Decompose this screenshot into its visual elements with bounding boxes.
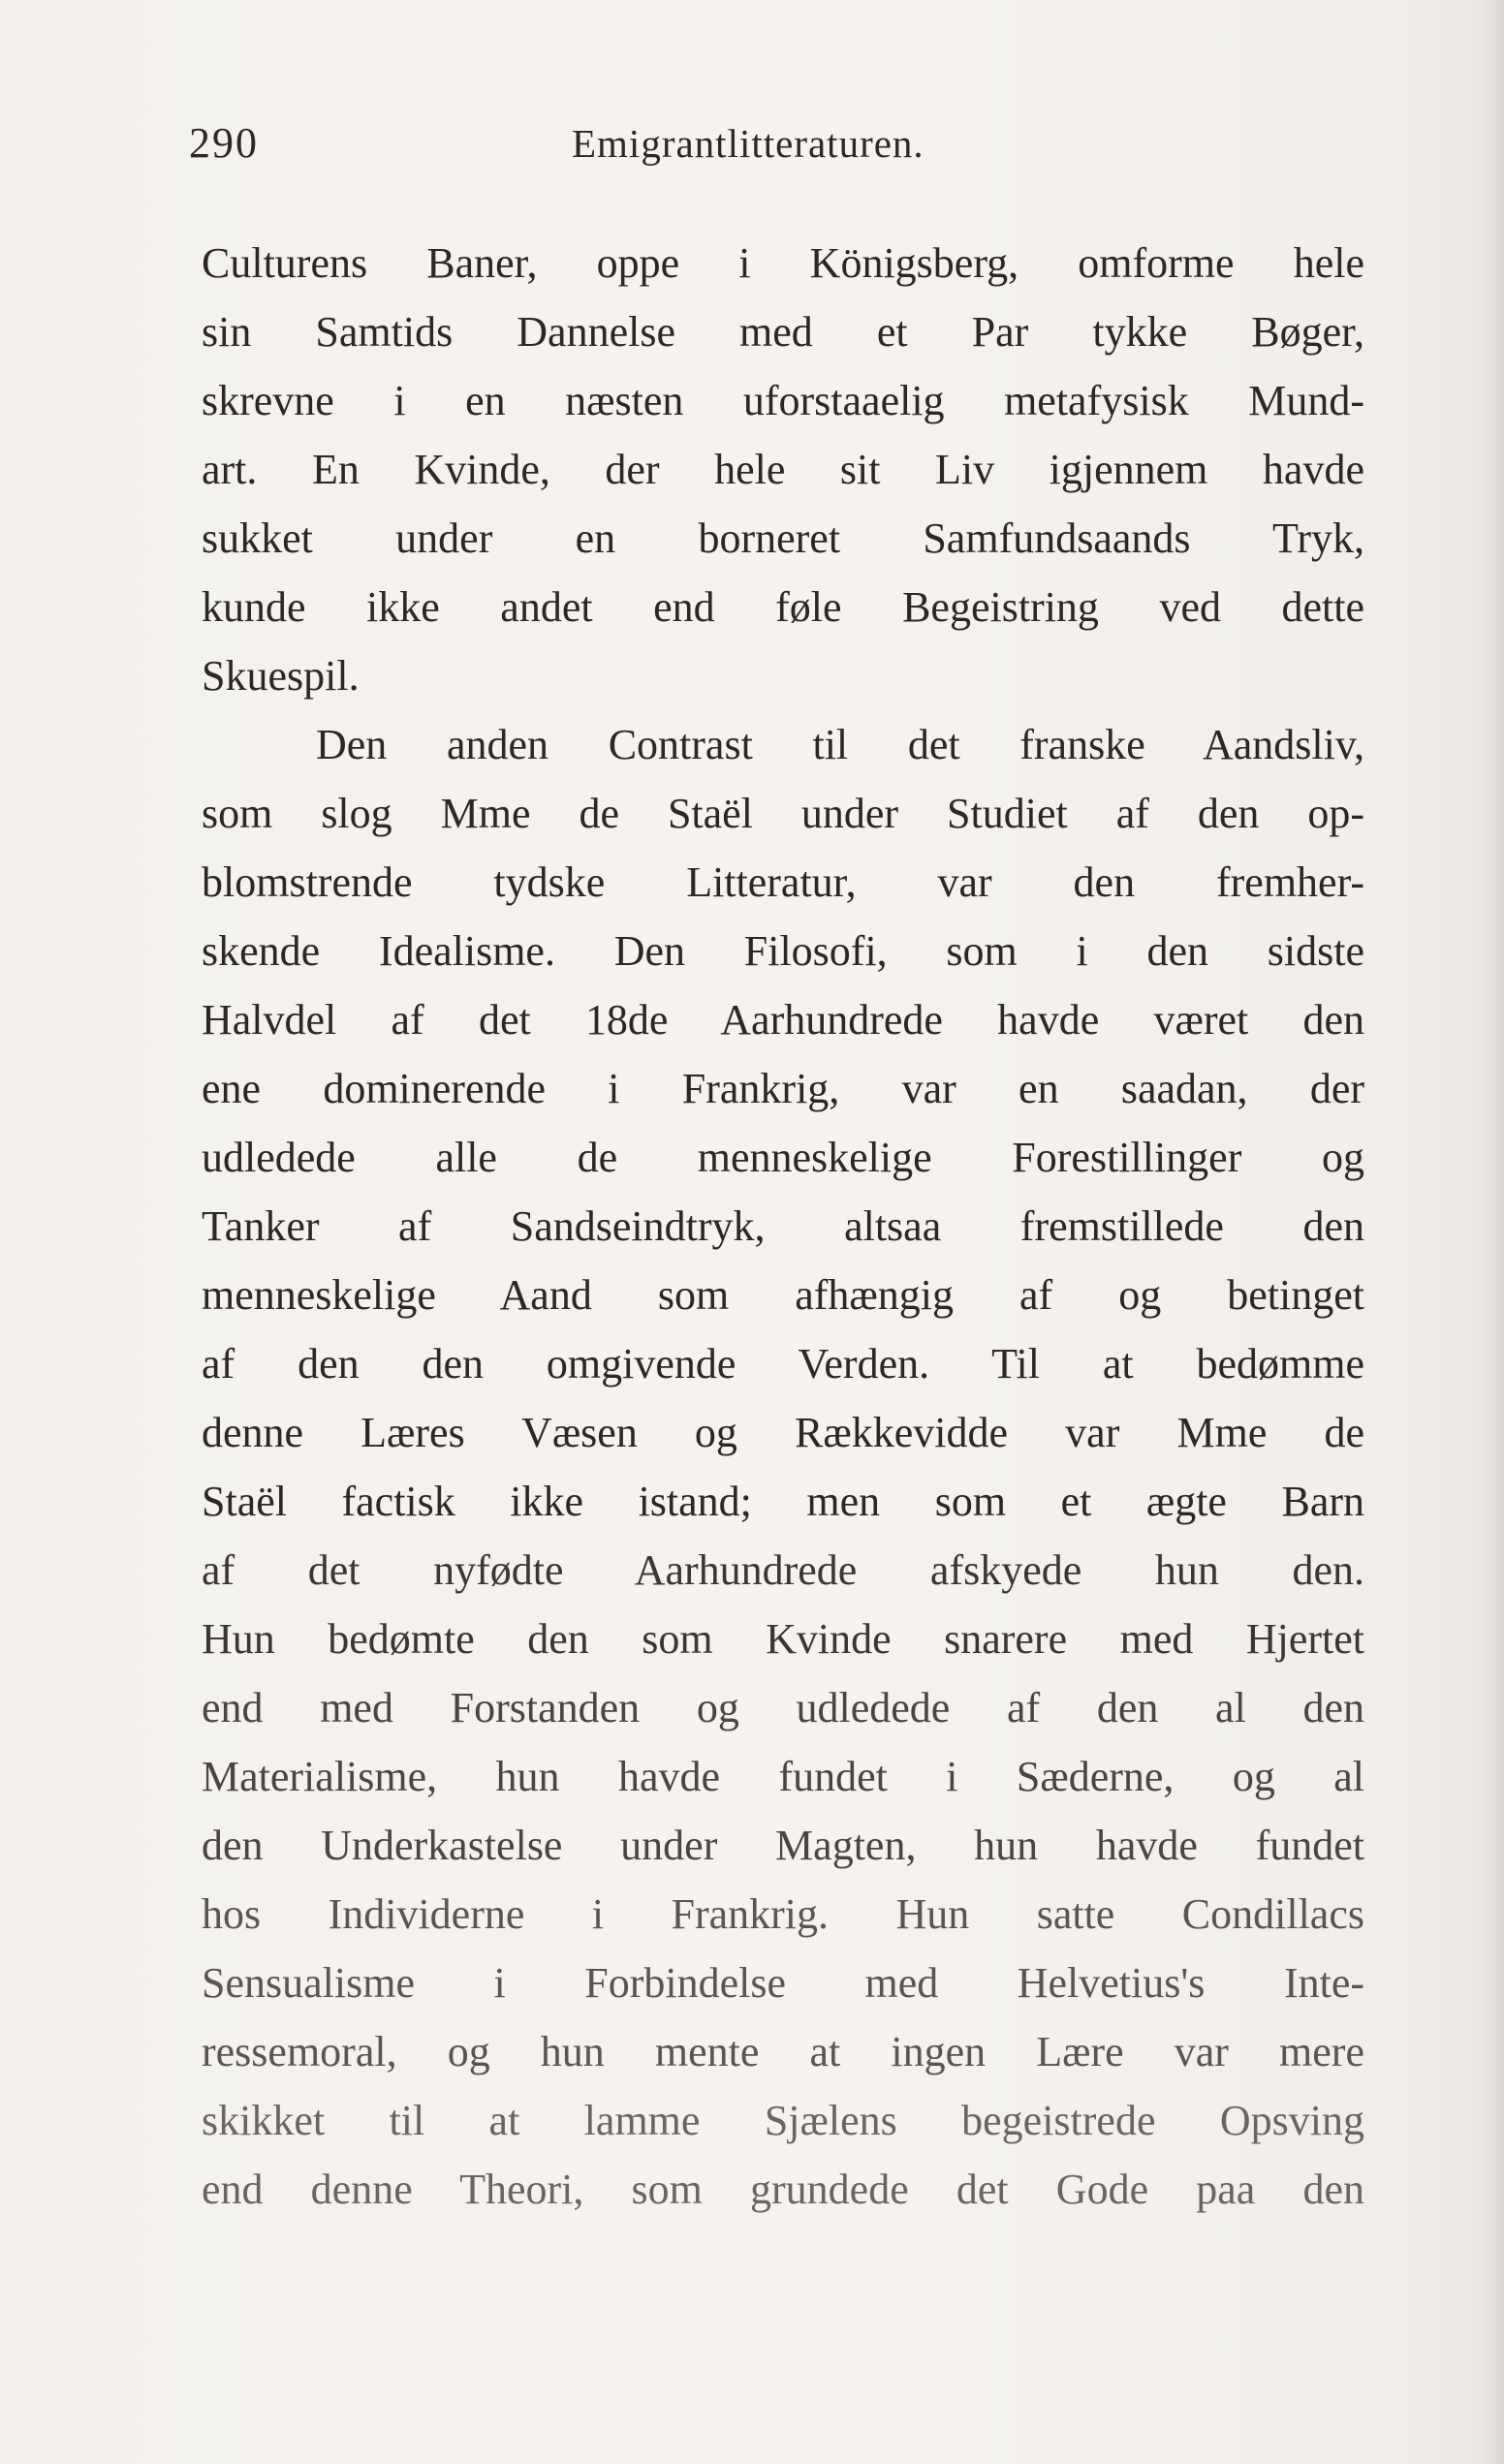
text-line: Tanker af Sandseindtryk, altsaa fremstillede den — [202, 1202, 1364, 1250]
text-line: skende Idealisme. Den Filosofi, som i den sidste — [202, 927, 1364, 975]
text-line: menneskelige Aand som afhængig af og betinget — [202, 1271, 1364, 1319]
text-line: udledede alle de menneskelige Forestillinger og — [202, 1134, 1364, 1181]
text-line: art. En Kvinde, der hele sit Liv igjennem havde — [202, 446, 1364, 493]
text-line: Staël factisk ikke istand; men som et ægte Barn — [202, 1478, 1364, 1525]
paragraph-start-line: Den anden Contrast til det franske Aandsliv, — [316, 721, 1364, 768]
text-line: end med Forstanden og udledede af den al den — [202, 1684, 1364, 1731]
page-header — [189, 118, 1362, 176]
running-title: Emigrantlitteraturen. — [572, 121, 924, 166]
text-line: end denne Theori, som grundede det Gode paa den — [202, 2166, 1364, 2213]
text-line: ene dominerende i Frankrig, var en saadan, der — [202, 1065, 1364, 1112]
page-number: 290 — [189, 119, 259, 167]
text-line: Sensualisme i Forbindelse med Helvetius's Inte- — [202, 1959, 1364, 2007]
text-line: Halvdel af det 18de Aarhundrede havde været den — [202, 996, 1364, 1044]
text-line: sin Samtids Dannelse med et Par tykke Bøger, — [202, 308, 1364, 356]
text-line: Materialisme, hun havde fundet i Sæderne, og al — [202, 1753, 1364, 1800]
text-line: denne Læres Væsen og Rækkevidde var Mme de — [202, 1409, 1364, 1456]
text-line: skikket til at lamme Sjælens begeistrede Opsving — [202, 2097, 1364, 2144]
text-line: af det nyfødte Aarhundrede afskyede hun den. — [202, 1546, 1364, 1594]
text-line: kunde ikke andet end føle Begeistring ved dette — [202, 583, 1364, 631]
text-line: ressemoral, og hun mente at ingen Lære var mere — [202, 2028, 1364, 2075]
text-line: af den den omgivende Verden. Til at bedømme — [202, 1340, 1364, 1388]
text-line: Culturens Baner, oppe i Königsberg, omforme hele — [202, 239, 1364, 287]
text-line: den Underkastelse under Magten, hun havde fundet — [202, 1822, 1364, 1869]
text-line: Skuespil. — [202, 652, 360, 700]
text-line: som slog Mme de Staël under Studiet af den op- — [202, 790, 1364, 837]
text-line: skrevne i en næsten uforstaaelig metafysisk Mund- — [202, 377, 1364, 424]
page-edge-shadow — [1479, 0, 1504, 2464]
text-line: blomstrende tydske Litteratur, var den fremher- — [202, 858, 1364, 906]
text-line: Hun bedømte den som Kvinde snarere med Hjertet — [202, 1615, 1364, 1663]
body-text — [202, 229, 1364, 2224]
text-line: sukket under en borneret Samfundsaands Tryk, — [202, 515, 1364, 562]
text-line: hos Individerne i Frankrig. Hun satte Condillacs — [202, 1890, 1364, 1938]
